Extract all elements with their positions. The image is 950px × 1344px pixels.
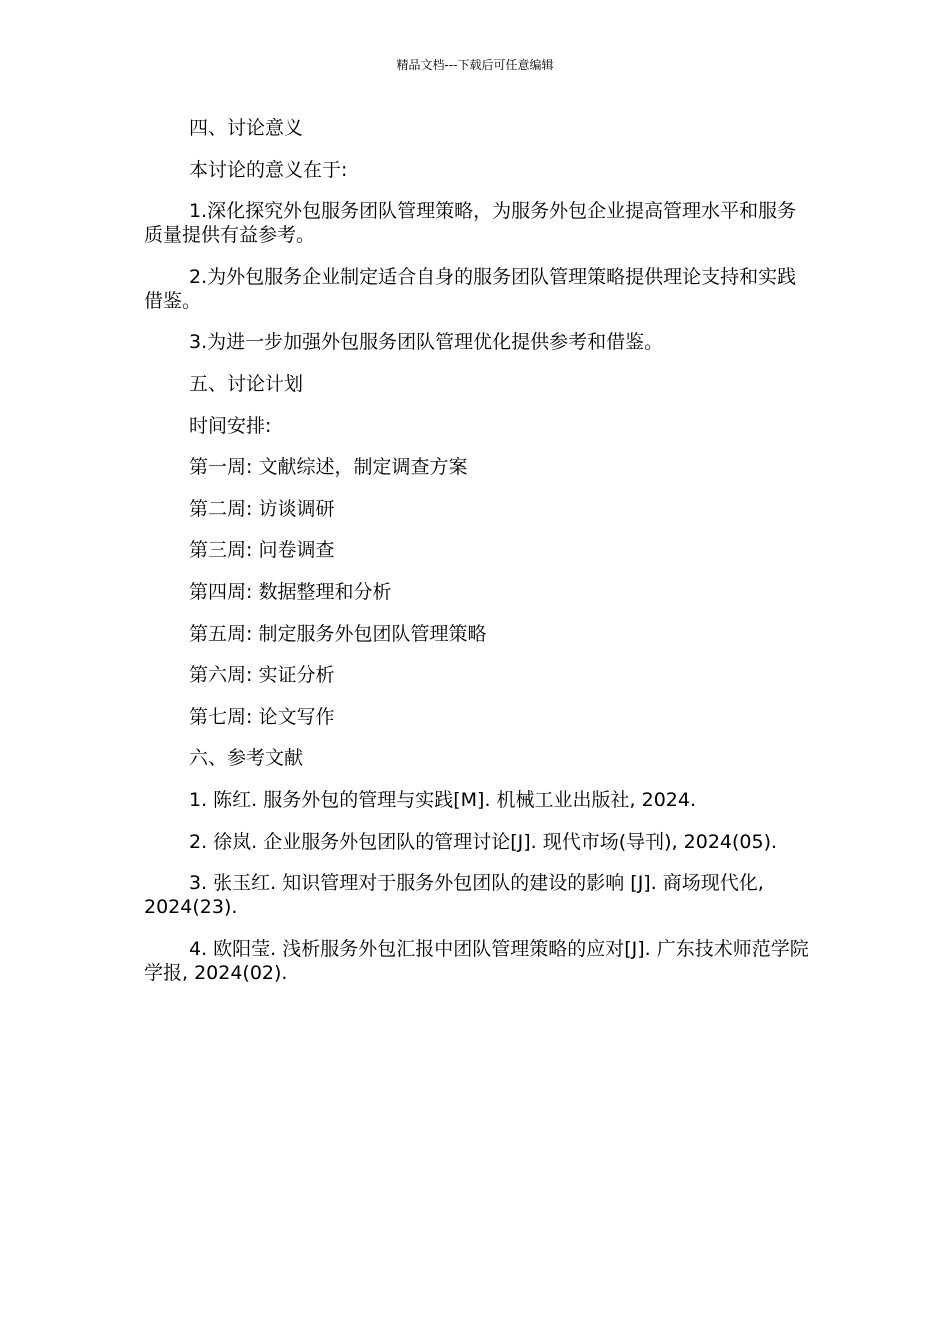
document-body — [144, 116, 812, 1002]
schedule-item: 第一周: 文献综述，制定调查方案 — [189, 456, 468, 479]
reference-item: 3. 张玉红. 知识管理对于服务外包团队的建设的影响 [J]. 商场现代化, 2024(23). — [144, 872, 764, 919]
section-heading-plan: 五、讨论计划 — [189, 372, 304, 395]
schedule-item: 第五周: 制定服务外包团队管理策略 — [189, 622, 487, 645]
section-heading-references: 六、参考文献 — [189, 747, 304, 770]
list-item: 2.为外包服务企业制定适合自身的服务团队管理策略提供理论支持和实践借鉴。 — [144, 265, 797, 312]
paragraph: 时间安排: — [189, 414, 272, 437]
schedule-item: 第六周: 实证分析 — [189, 664, 335, 687]
schedule-item: 第三周: 问卷调查 — [189, 539, 335, 562]
paragraph: 本讨论的意义在于: — [189, 158, 348, 181]
schedule-item: 第二周: 访谈调研 — [189, 497, 335, 520]
reference-item: 4. 欧阳莹. 浅析服务外包汇报中团队管理策略的应对[J]. 广东技术师范学院学报, 2024(02). — [144, 937, 809, 984]
reference-item: 2. 徐岚. 企业服务外包团队的管理讨论[J]. 现代市场(导刊), 2024(05). — [189, 830, 778, 853]
list-item: 1.深化探究外包服务团队管理策略，为服务外包企业提高管理水平和服务质量提供有益参考。 — [144, 200, 797, 247]
reference-item: 1. 陈红. 服务外包的管理与实践[M]. 机械工业出版社, 2024. — [189, 788, 697, 811]
schedule-item: 第四周: 数据整理和分析 — [189, 580, 392, 603]
list-item: 3.为进一步加强外包服务团队管理优化提供参考和借鉴。 — [189, 331, 664, 354]
page-header: 精品文档---下载后可任意编辑 — [396, 58, 554, 72]
schedule-item: 第七周: 论文写作 — [189, 705, 335, 728]
section-heading-significance: 四、讨论意义 — [189, 117, 304, 139]
